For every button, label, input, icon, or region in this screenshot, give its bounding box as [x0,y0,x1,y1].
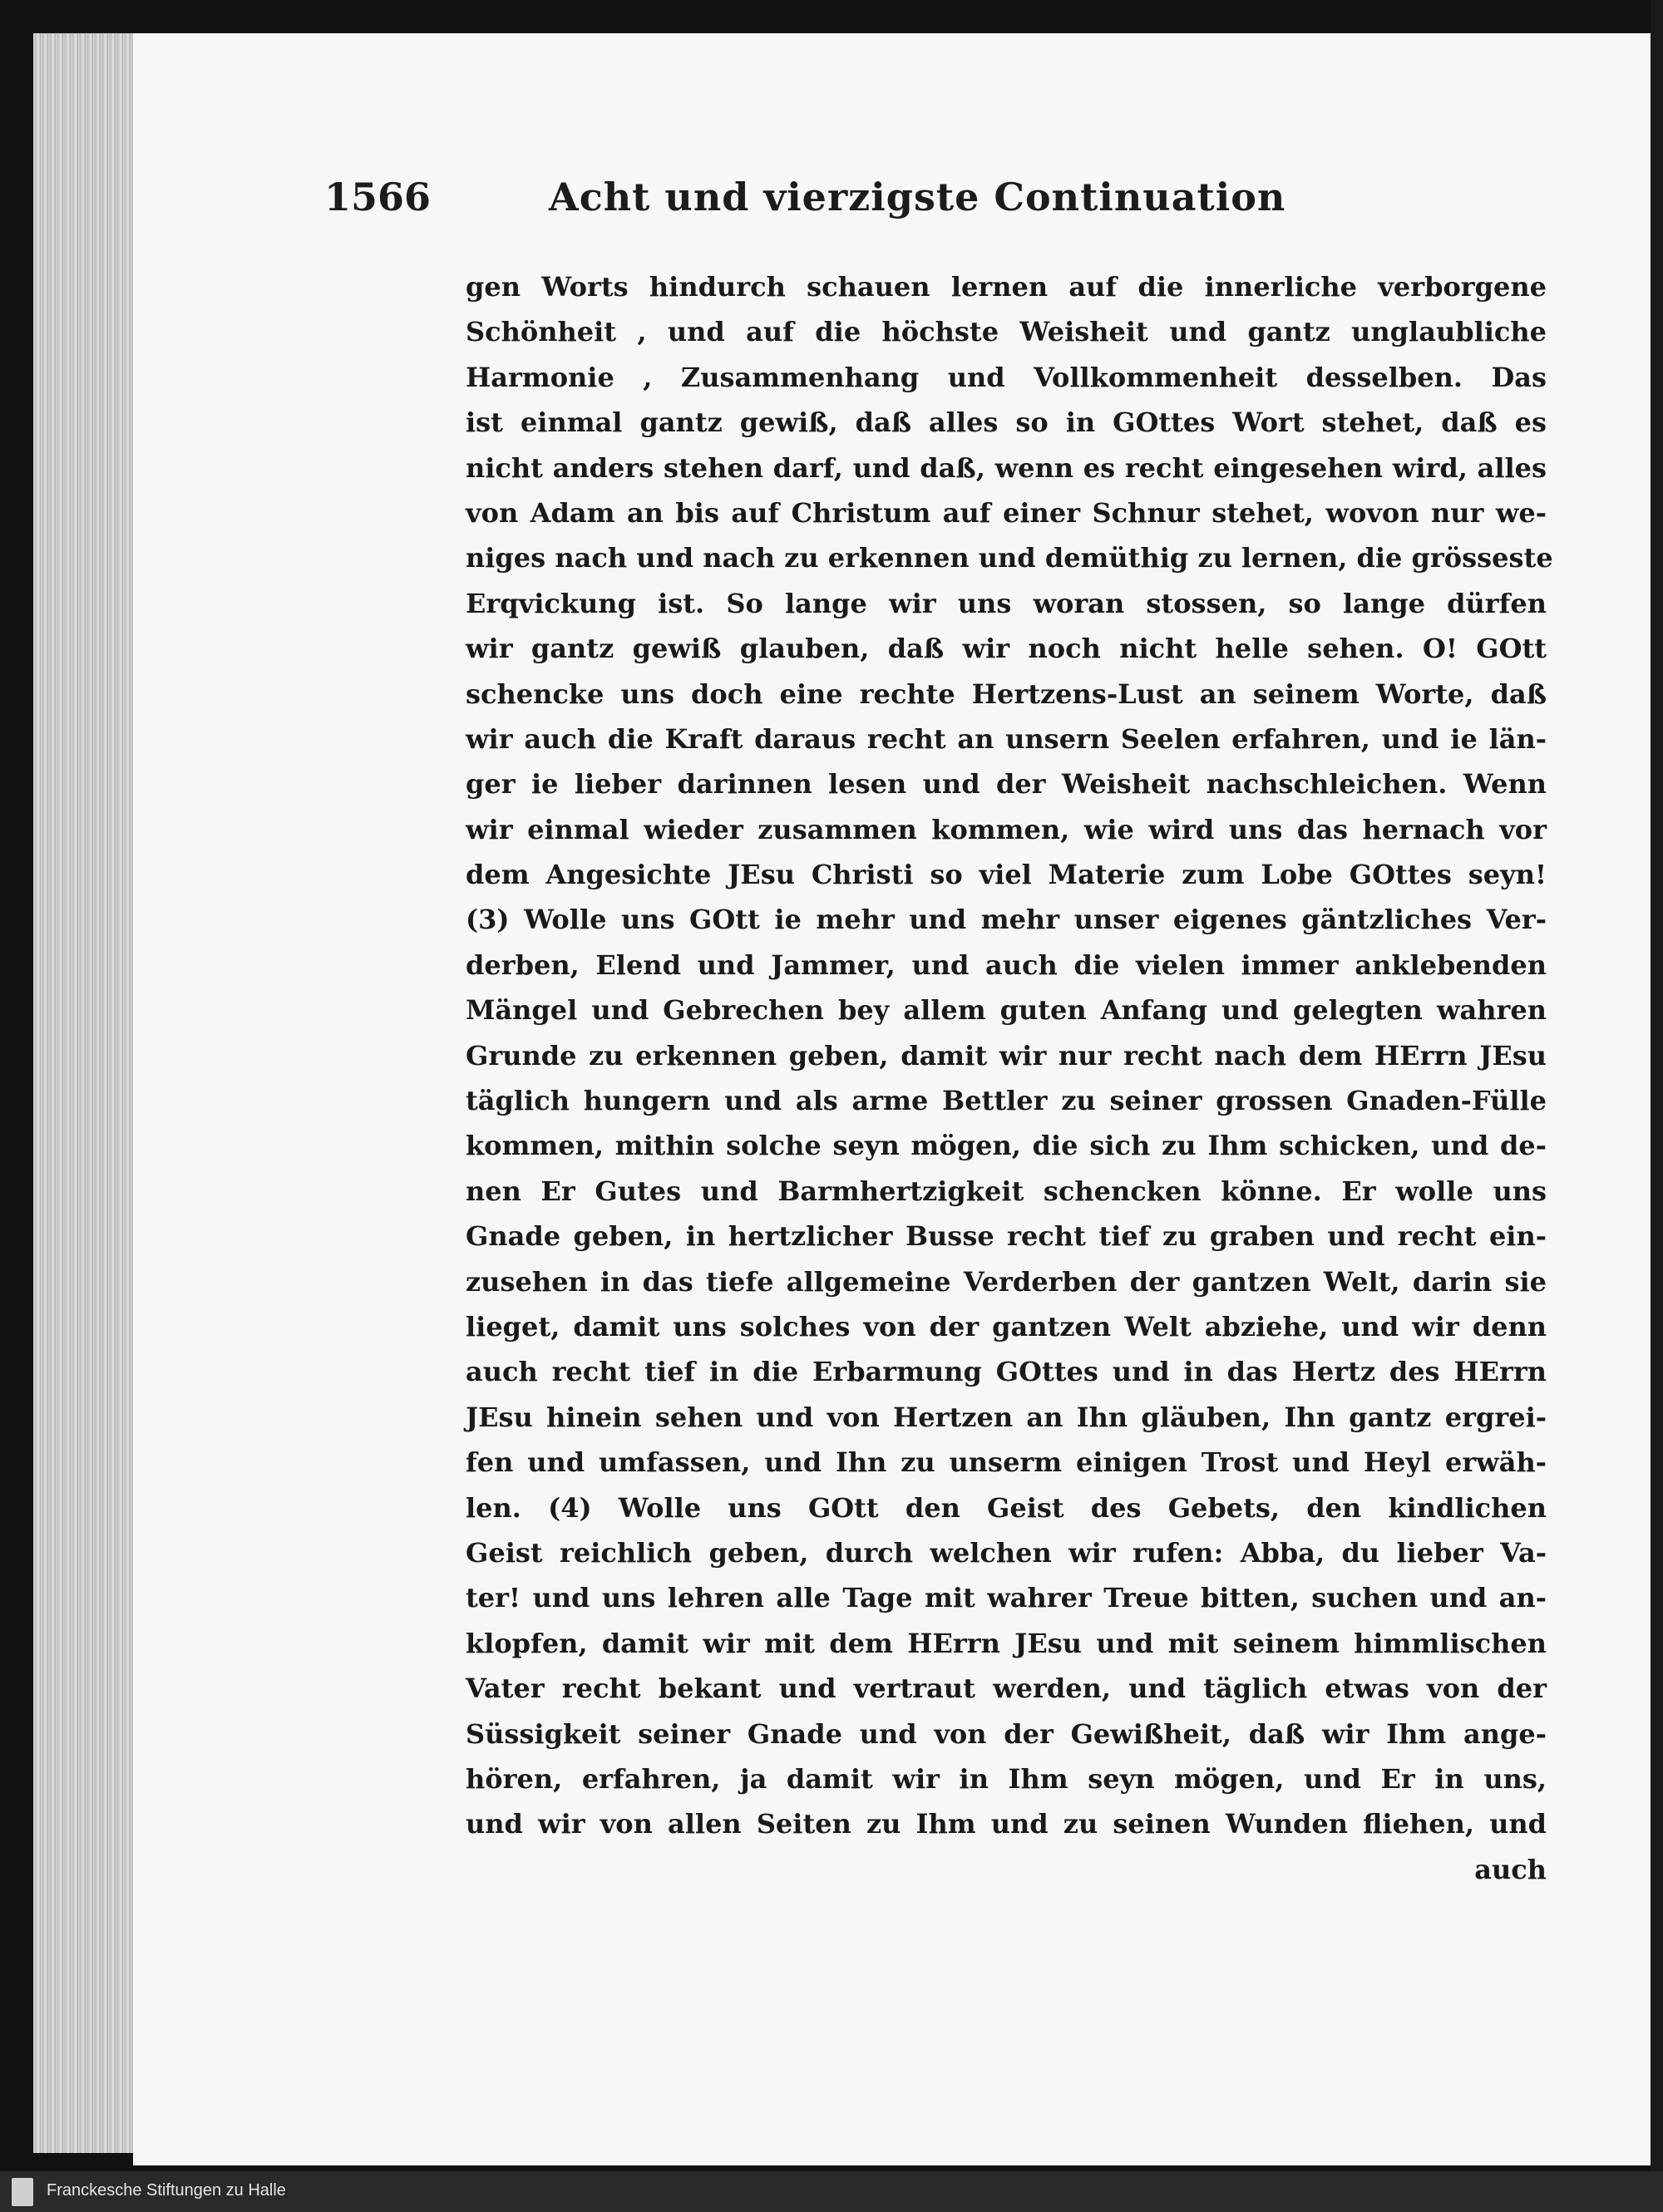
text-line: wir einmal wieder zusammen kommen, wie wird uns das hernach vor [466,813,1547,845]
text-line: Harmonie , Zusammenhang und Vollkommenheit desselben. Das [466,361,1547,393]
running-title: Acht und vierzigste Continuation [549,175,1286,219]
page-number: 1566 [324,175,432,219]
text-line: Erqvickung ist. So lange wir uns woran stossen, so lange dürfen [466,587,1547,619]
text-line: gen Worts hindurch schauen lernen auf die innerliche verborgene [466,271,1547,303]
text-line: wir gantz gewiß glauben, daß wir noch nicht helle sehen. O! GOtt [466,633,1547,665]
text-line: von Adam an bis auf Christum auf einer Schnur stehet, wovon nur we- [466,496,1547,529]
text-line: Gnade geben, in hertzlicher Busse recht tief zu graben und recht ein- [466,1220,1547,1253]
footer-bar [0,2171,1663,2212]
text-line: Süssigkeit seiner Gnade und von der Gewißheit, daß wir Ihm ange- [466,1717,1547,1750]
text-line: täglich hungern und als arme Bettler zu seiner grossen Gnaden-Fülle [466,1085,1547,1117]
text-line: derben, Elend und Jammer, und auch die vielen immer anklebenden [466,948,1547,981]
text-line: Geist reichlich geben, durch welchen wir rufen: Abba, du lieber Va- [466,1536,1547,1569]
text-line: wir auch die Kraft daraus recht an unsern Seelen erfahren, und ie län- [466,722,1547,755]
text-line: (3) Wolle uns GOtt ie mehr und mehr unser eigenes gäntzliches Ver- [466,904,1547,936]
text-line: Mängel und Gebrechen bey allem guten Anfang und gelegten wahren [466,994,1547,1027]
text-line: und wir von allen Seiten zu Ihm und zu seinen Wunden fliehen, und [466,1808,1547,1840]
text-line: lieget, damit uns solches von der gantzen Welt abziehe, und wir denn [466,1310,1547,1342]
body-text [466,264,1553,1892]
institution-name: Franckesche Stiftungen zu Halle [47,2181,286,2200]
text-line: fen und umfassen, und Ihn zu unserm einigen Trost und Heyl erwäh- [466,1446,1547,1479]
text-line: Grunde zu erkennen geben, damit wir nur recht nach dem HErrn JEsu [466,1039,1547,1072]
text-line: hören, erfahren, ja damit wir in Ihm seyn mögen, und Er in uns, [466,1762,1547,1795]
page-block-edges [33,33,141,2153]
text-line: Vater recht bekant und vertraut werden, und täglich etwas von der [466,1673,1547,1705]
text-line: auch recht tief in die Erbarmung GOttes und in das Hertz des HErrn [466,1356,1547,1388]
text-line: schencke uns doch eine rechte Hertzens-Lust an seinem Worte, daß [466,677,1547,710]
text-line: ter! und uns lehren alle Tage mit wahrer Treue bitten, suchen und an- [466,1582,1547,1614]
text-line: klopfen, damit wir mit dem HErrn JEsu und mit seinem himmlischen [466,1627,1547,1659]
text-line: JEsu hinein sehen und von Hertzen an Ihn gläuben, Ihn gantz ergrei- [466,1401,1547,1433]
institution-logo-icon [12,2178,33,2206]
catchword: auch [1474,1853,1547,1885]
text-line: zusehen in das tiefe allgemeine Verderben der gantzen Welt, darin sie [466,1265,1547,1298]
page-header [324,175,1530,233]
text-line: nicht anders stehen darf, und daß, wenn es recht eingesehen wird, alles [466,451,1547,484]
text-line: niges nach und nach zu erkennen und demüthig zu lernen, die grösseste [466,542,1553,574]
text-line: ger ie lieber darinnen lesen und der Weisheit nachschleichen. Wenn [466,768,1547,801]
text-line: nen Er Gutes und Barmhertzigkeit schencken könne. Er wolle uns [466,1175,1547,1207]
text-line: Schönheit , und auf die höchste Weisheit und gantz unglaubliche [466,316,1547,348]
text-line: len. (4) Wolle uns GOtt den Geist des Gebets, den kindlichen [466,1491,1547,1524]
text-line: dem Angesichte JEsu Christi so viel Materie zum Lobe GOttes seyn! [466,859,1547,891]
scan-right-border [1651,0,1663,2212]
text-line: kommen, mithin solche seyn mögen, die sich zu Ihm schicken, und de- [466,1130,1547,1162]
text-line: ist einmal gantz gewiß, daß alles so in GOttes Wort stehet, daß es [466,406,1547,439]
